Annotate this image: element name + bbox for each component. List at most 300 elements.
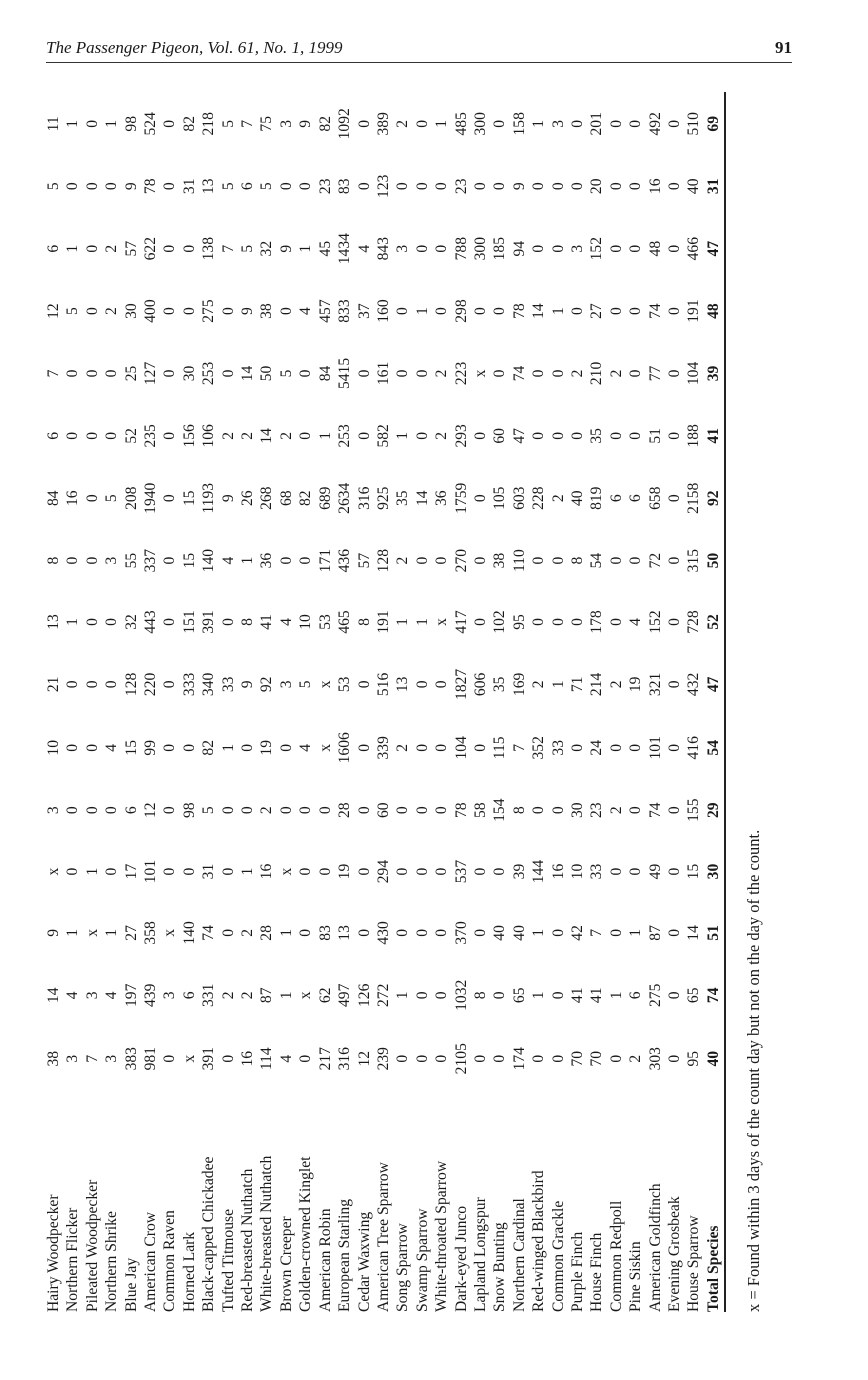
count-cell: 0 bbox=[549, 556, 567, 565]
count-cell: 154 bbox=[491, 798, 509, 822]
count-cell: 0 bbox=[64, 867, 82, 876]
count-cell: 0 bbox=[83, 618, 101, 626]
count-cell: 47 bbox=[704, 676, 722, 693]
count-cell: 99 bbox=[142, 740, 160, 756]
count-cell: 3 bbox=[103, 1054, 121, 1063]
count-cell: 2 bbox=[627, 1054, 645, 1063]
count-cell: 210 bbox=[588, 361, 606, 386]
count-cell: 0 bbox=[607, 929, 625, 937]
count-cell: 524 bbox=[142, 112, 160, 136]
count-cell: 2 bbox=[549, 494, 567, 503]
count-cell: 383 bbox=[122, 1047, 140, 1071]
count-cell: 0 bbox=[297, 182, 315, 191]
count-cell: 12 bbox=[355, 1050, 373, 1067]
species-name: Total Species bbox=[704, 1225, 722, 1312]
count-cell: x bbox=[161, 929, 179, 937]
table-row bbox=[335, 92, 354, 1312]
count-cell: 0 bbox=[471, 307, 489, 315]
count-cell: 32 bbox=[258, 240, 276, 257]
count-cell: 0 bbox=[666, 182, 683, 191]
count-cell: 35 bbox=[394, 490, 412, 507]
count-cell: 1 bbox=[103, 929, 121, 937]
count-cell: 0 bbox=[491, 1054, 509, 1063]
table-row bbox=[83, 92, 102, 1312]
count-cell: 0 bbox=[239, 806, 257, 815]
count-cell: 0 bbox=[394, 182, 412, 191]
count-cell: 3 bbox=[64, 1054, 82, 1063]
count-cell: 0 bbox=[549, 369, 567, 378]
count-cell: 1 bbox=[607, 991, 625, 1000]
count-cell: 0 bbox=[433, 929, 451, 937]
count-cell: 0 bbox=[161, 182, 179, 191]
count-cell: 174 bbox=[510, 1047, 528, 1071]
count-cell: 0 bbox=[607, 119, 625, 128]
count-cell: 82 bbox=[316, 116, 334, 132]
count-cell: 197 bbox=[122, 983, 140, 1007]
species-name: Blue Jay bbox=[122, 1257, 140, 1312]
count-cell: 10 bbox=[45, 740, 62, 756]
species-name: European Starling bbox=[336, 1198, 354, 1312]
count-cell: 2 bbox=[103, 307, 121, 315]
count-cell: 8 bbox=[568, 556, 586, 565]
count-cell: 5 bbox=[45, 182, 62, 191]
count-cell: 36 bbox=[258, 552, 276, 569]
count-cell: 294 bbox=[374, 859, 392, 884]
count-cell: 1 bbox=[413, 618, 431, 626]
table-row bbox=[180, 92, 199, 1312]
count-cell: 1 bbox=[64, 119, 82, 128]
count-cell: 0 bbox=[64, 680, 82, 689]
count-cell: 0 bbox=[219, 618, 237, 626]
count-cell: 1 bbox=[83, 867, 101, 876]
count-cell: 40 bbox=[685, 178, 703, 195]
count-cell: 0 bbox=[103, 369, 121, 378]
count-cell: 6 bbox=[45, 431, 62, 440]
species-name: Red-winged Blackbird bbox=[530, 1170, 548, 1312]
count-cell: 102 bbox=[491, 610, 509, 634]
table-row bbox=[413, 92, 432, 1312]
count-cell: 0 bbox=[161, 369, 179, 378]
count-cell: 0 bbox=[627, 556, 645, 565]
count-cell: 128 bbox=[374, 548, 392, 573]
count-cell: 0 bbox=[64, 556, 82, 565]
count-cell: 7 bbox=[83, 1054, 101, 1063]
count-cell: x bbox=[297, 991, 315, 1000]
count-cell: 0 bbox=[568, 743, 586, 752]
count-cell: 0 bbox=[433, 182, 451, 191]
count-cell: 1 bbox=[530, 119, 548, 128]
count-cell: 4 bbox=[219, 556, 237, 565]
count-cell: 337 bbox=[142, 548, 160, 573]
count-cell: 0 bbox=[103, 431, 121, 440]
count-cell: 5 bbox=[297, 680, 315, 689]
count-cell: 3 bbox=[83, 991, 101, 1000]
table-row bbox=[296, 92, 315, 1312]
count-cell: 23 bbox=[316, 178, 334, 195]
count-cell: 5 bbox=[200, 806, 218, 815]
count-cell: 14 bbox=[530, 303, 548, 319]
count-cell: 144 bbox=[530, 859, 548, 884]
count-cell: 115 bbox=[491, 736, 509, 760]
count-cell: x bbox=[471, 369, 489, 378]
count-cell: 239 bbox=[374, 1047, 392, 1071]
count-cell: 40 bbox=[510, 925, 528, 941]
table-row bbox=[549, 92, 568, 1312]
count-cell: 1092 bbox=[336, 108, 354, 140]
count-cell: 74 bbox=[646, 303, 664, 319]
count-cell: 3 bbox=[549, 119, 567, 128]
count-cell: 14 bbox=[239, 365, 257, 382]
count-cell: 0 bbox=[491, 307, 509, 315]
count-cell: 0 bbox=[355, 182, 373, 191]
count-cell: 0 bbox=[491, 182, 509, 191]
count-cell: 658 bbox=[646, 486, 664, 510]
count-cell: 0 bbox=[627, 369, 645, 378]
table-row bbox=[374, 92, 393, 1312]
count-cell: 3 bbox=[277, 119, 295, 128]
count-cell: 2 bbox=[239, 431, 257, 440]
count-cell: 65 bbox=[685, 987, 703, 1004]
count-cell: 101 bbox=[646, 736, 664, 760]
count-cell: 0 bbox=[277, 556, 295, 565]
count-cell: 24 bbox=[588, 740, 606, 756]
count-cell: 316 bbox=[355, 486, 373, 510]
table-row bbox=[141, 92, 160, 1312]
species-name: Cedar Waxwing bbox=[355, 1211, 373, 1312]
count-cell: 5 bbox=[219, 182, 237, 191]
count-cell: 275 bbox=[200, 299, 218, 323]
count-cell: 497 bbox=[336, 983, 354, 1007]
count-cell: 0 bbox=[530, 618, 548, 626]
count-cell: 443 bbox=[142, 610, 160, 634]
count-cell: 0 bbox=[530, 806, 548, 815]
count-cell: 4 bbox=[103, 743, 121, 752]
count-cell: 50 bbox=[258, 365, 276, 382]
table-row bbox=[510, 92, 529, 1312]
count-cell: 417 bbox=[452, 610, 470, 634]
count-cell: 0 bbox=[471, 743, 489, 752]
count-cell: 0 bbox=[568, 618, 586, 626]
count-cell: 439 bbox=[142, 983, 160, 1007]
count-cell: 0 bbox=[277, 806, 295, 815]
count-cell: 0 bbox=[297, 1054, 315, 1063]
count-cell: 2 bbox=[219, 991, 237, 1000]
count-cell: 0 bbox=[530, 369, 548, 378]
count-cell: 0 bbox=[627, 431, 645, 440]
count-cell: 161 bbox=[374, 361, 392, 386]
count-cell: 191 bbox=[374, 610, 392, 634]
count-cell: 0 bbox=[471, 618, 489, 626]
running-header bbox=[46, 36, 792, 63]
count-cell: 1 bbox=[239, 867, 257, 876]
count-cell: 315 bbox=[685, 548, 703, 573]
count-cell: 10 bbox=[297, 614, 315, 630]
count-cell: 2 bbox=[607, 806, 625, 815]
count-cell: 0 bbox=[491, 369, 509, 378]
count-cell: 5 bbox=[258, 182, 276, 191]
count-cell: 0 bbox=[433, 1054, 451, 1063]
count-cell: 0 bbox=[83, 743, 101, 752]
count-cell: 9 bbox=[277, 244, 295, 253]
count-cell: x bbox=[316, 743, 334, 752]
count-cell: 77 bbox=[646, 365, 664, 382]
count-cell: 0 bbox=[433, 307, 451, 315]
species-name: American Tree Sparrow bbox=[374, 1162, 392, 1312]
count-cell: 30 bbox=[704, 863, 722, 880]
count-cell: 4 bbox=[627, 618, 645, 626]
count-cell: 370 bbox=[452, 921, 470, 945]
count-cell: 0 bbox=[666, 307, 683, 315]
count-cell: 138 bbox=[200, 236, 218, 261]
count-cell: 3 bbox=[394, 244, 412, 253]
count-cell: 0 bbox=[607, 618, 625, 626]
count-cell: 0 bbox=[627, 307, 645, 315]
total-row bbox=[704, 92, 723, 1312]
count-cell: 0 bbox=[607, 1054, 625, 1063]
count-cell: 833 bbox=[336, 299, 354, 323]
count-cell: 6 bbox=[180, 991, 198, 1000]
count-cell: 5 bbox=[239, 244, 257, 253]
count-cell: 12 bbox=[142, 802, 160, 818]
count-cell: 2 bbox=[103, 244, 121, 253]
count-cell: 41 bbox=[568, 987, 586, 1004]
count-cell: 15 bbox=[180, 490, 198, 507]
count-cell: 2 bbox=[530, 680, 548, 689]
species-name: Hairy Woodpecker bbox=[45, 1194, 62, 1312]
count-cell: 2 bbox=[433, 369, 451, 378]
count-cell: 0 bbox=[549, 929, 567, 937]
count-cell: 0 bbox=[355, 369, 373, 378]
count-cell: 39 bbox=[510, 863, 528, 880]
count-cell: 106 bbox=[200, 424, 218, 448]
count-cell: 53 bbox=[336, 676, 354, 693]
count-cell: 0 bbox=[219, 867, 237, 876]
table-row bbox=[452, 92, 471, 1312]
count-cell: x bbox=[180, 1054, 198, 1063]
count-cell: 0 bbox=[568, 182, 586, 191]
count-cell: 1827 bbox=[452, 668, 470, 700]
count-cell: 72 bbox=[646, 552, 664, 569]
table-row bbox=[665, 92, 684, 1312]
count-cell: 0 bbox=[666, 618, 683, 626]
count-cell: 0 bbox=[355, 929, 373, 937]
count-cell: 275 bbox=[646, 983, 664, 1007]
count-cell: 0 bbox=[103, 680, 121, 689]
count-cell: 31 bbox=[180, 178, 198, 195]
count-cell: 1 bbox=[549, 680, 567, 689]
count-cell: 0 bbox=[607, 307, 625, 315]
count-cell: 7 bbox=[510, 743, 528, 752]
count-cell: 0 bbox=[161, 556, 179, 565]
species-name: Snow Bunting bbox=[491, 1222, 509, 1312]
count-cell: 83 bbox=[316, 925, 334, 941]
count-cell: 0 bbox=[433, 556, 451, 565]
count-cell: 843 bbox=[374, 236, 392, 261]
count-cell: 16 bbox=[646, 178, 664, 195]
count-cell: 84 bbox=[45, 490, 62, 507]
count-cell: 191 bbox=[685, 299, 703, 323]
journal-citation: The Passenger Pigeon, Vol. 61, No. 1, 1999 bbox=[46, 38, 343, 57]
count-cell: 0 bbox=[316, 867, 334, 876]
count-cell: 0 bbox=[413, 806, 431, 815]
count-cell: 33 bbox=[219, 676, 237, 693]
table-row bbox=[607, 92, 626, 1312]
count-cell: 4 bbox=[103, 991, 121, 1000]
count-cell: 0 bbox=[607, 244, 625, 253]
count-cell: 6 bbox=[627, 494, 645, 503]
count-cell: 0 bbox=[355, 680, 373, 689]
count-cell: 74 bbox=[510, 365, 528, 382]
count-cell: 4 bbox=[64, 991, 82, 1000]
count-cell: 0 bbox=[297, 929, 315, 937]
count-cell: 0 bbox=[394, 929, 412, 937]
count-cell: 1 bbox=[64, 244, 82, 253]
count-cell: 114 bbox=[258, 1047, 276, 1071]
count-cell: 0 bbox=[568, 431, 586, 440]
count-cell: 391 bbox=[200, 610, 218, 634]
species-name: Pine Siskin bbox=[627, 1241, 645, 1312]
count-cell: 0 bbox=[64, 431, 82, 440]
count-cell: 178 bbox=[588, 610, 606, 634]
count-cell: 17 bbox=[122, 863, 140, 880]
table-footnote: x = Found within 3 days of the count day but not on the day of the count. bbox=[744, 829, 763, 1312]
count-cell: 60 bbox=[491, 428, 509, 444]
count-cell: 15 bbox=[685, 863, 703, 880]
count-cell: 0 bbox=[161, 494, 179, 503]
species-name: Red-breasted Nuthatch bbox=[239, 1168, 257, 1312]
count-cell: 9 bbox=[122, 182, 140, 191]
count-cell: 16 bbox=[64, 490, 82, 507]
count-cell: 158 bbox=[510, 112, 528, 136]
count-cell: 2634 bbox=[336, 482, 354, 514]
count-cell: 457 bbox=[316, 299, 334, 323]
count-cell: 0 bbox=[297, 867, 315, 876]
count-cell: 1 bbox=[549, 307, 567, 315]
species-name: Northern Cardinal bbox=[510, 1198, 528, 1312]
count-cell: 27 bbox=[122, 925, 140, 941]
count-cell: 0 bbox=[103, 867, 121, 876]
count-cell: 40 bbox=[491, 925, 509, 941]
count-cell: 1 bbox=[316, 431, 334, 440]
count-cell: 235 bbox=[142, 424, 160, 448]
count-cell: 622 bbox=[142, 236, 160, 261]
count-cell: 316 bbox=[336, 1047, 354, 1071]
count-cell: 0 bbox=[219, 369, 237, 378]
count-cell: 389 bbox=[374, 112, 392, 136]
count-cell: 0 bbox=[83, 680, 101, 689]
count-cell: 0 bbox=[627, 119, 645, 128]
count-cell: 0 bbox=[549, 431, 567, 440]
count-cell: 3 bbox=[277, 680, 295, 689]
count-cell: 1 bbox=[64, 618, 82, 626]
count-cell: 0 bbox=[471, 929, 489, 937]
species-name: House Sparrow bbox=[685, 1215, 703, 1312]
count-cell: 217 bbox=[316, 1047, 334, 1071]
table-row bbox=[219, 92, 238, 1312]
count-cell: 0 bbox=[666, 244, 683, 253]
count-cell: 8 bbox=[510, 806, 528, 815]
count-cell: 0 bbox=[627, 806, 645, 815]
count-cell: 0 bbox=[433, 743, 451, 752]
count-cell: 0 bbox=[666, 494, 683, 503]
count-cell: 15 bbox=[122, 740, 140, 756]
count-cell: 69 bbox=[704, 116, 722, 132]
count-cell: 0 bbox=[607, 867, 625, 876]
count-cell: 432 bbox=[685, 672, 703, 697]
count-cell: 98 bbox=[122, 116, 140, 132]
count-cell: 0 bbox=[355, 867, 373, 876]
species-name: Tufted Titmouse bbox=[219, 1209, 237, 1312]
count-cell: 0 bbox=[530, 182, 548, 191]
count-cell: 0 bbox=[666, 556, 683, 565]
count-cell: 87 bbox=[258, 987, 276, 1004]
count-cell: 6 bbox=[607, 494, 625, 503]
count-cell: 98 bbox=[180, 802, 198, 818]
count-cell: 41 bbox=[258, 614, 276, 630]
count-cell: 0 bbox=[413, 991, 431, 1000]
count-cell: 155 bbox=[685, 798, 703, 822]
count-cell: 2 bbox=[239, 929, 257, 937]
species-name: American Crow bbox=[142, 1211, 160, 1312]
count-cell: 293 bbox=[452, 424, 470, 448]
count-cell: 223 bbox=[452, 361, 470, 386]
count-cell: 4 bbox=[277, 618, 295, 626]
count-cell: 220 bbox=[142, 672, 160, 697]
count-cell: 0 bbox=[491, 119, 509, 128]
count-cell: 537 bbox=[452, 859, 470, 884]
count-cell: 87 bbox=[646, 925, 664, 941]
count-cell: 78 bbox=[510, 303, 528, 319]
count-cell: 2 bbox=[394, 556, 412, 565]
count-cell: 0 bbox=[297, 556, 315, 565]
count-cell: 0 bbox=[83, 431, 101, 440]
count-cell: 70 bbox=[588, 1050, 606, 1067]
count-cell: 78 bbox=[142, 178, 160, 195]
species-name: Northern Flicker bbox=[64, 1207, 82, 1312]
count-cell: 15 bbox=[180, 552, 198, 569]
count-cell: 2 bbox=[394, 119, 412, 128]
count-cell: 788 bbox=[452, 236, 470, 261]
count-cell: 4 bbox=[297, 743, 315, 752]
table-row bbox=[626, 92, 645, 1312]
count-cell: 0 bbox=[607, 182, 625, 191]
count-cell: 0 bbox=[83, 494, 101, 503]
count-cell: 268 bbox=[258, 486, 276, 510]
count-cell: 8 bbox=[471, 991, 489, 1000]
species-name: American Robin bbox=[316, 1208, 334, 1312]
count-cell: 603 bbox=[510, 486, 528, 510]
count-cell: 0 bbox=[83, 307, 101, 315]
count-cell: 49 bbox=[646, 863, 664, 880]
count-cell: 0 bbox=[83, 806, 101, 815]
count-cell: 0 bbox=[433, 244, 451, 253]
count-cell: 303 bbox=[646, 1047, 664, 1071]
count-cell: 5415 bbox=[336, 357, 354, 390]
count-cell: 0 bbox=[549, 806, 567, 815]
table-row bbox=[490, 92, 509, 1312]
count-cell: 0 bbox=[491, 867, 509, 876]
species-name: Evening Grosbeak bbox=[666, 1196, 683, 1312]
count-cell: 13 bbox=[394, 676, 412, 693]
count-cell: 466 bbox=[685, 236, 703, 261]
count-cell: 582 bbox=[374, 424, 392, 448]
count-cell: 0 bbox=[64, 369, 82, 378]
count-cell: 62 bbox=[316, 987, 334, 1004]
count-cell: 819 bbox=[588, 486, 606, 510]
count-cell: 0 bbox=[666, 369, 683, 378]
count-cell: 1 bbox=[64, 929, 82, 937]
count-cell: 2 bbox=[607, 680, 625, 689]
